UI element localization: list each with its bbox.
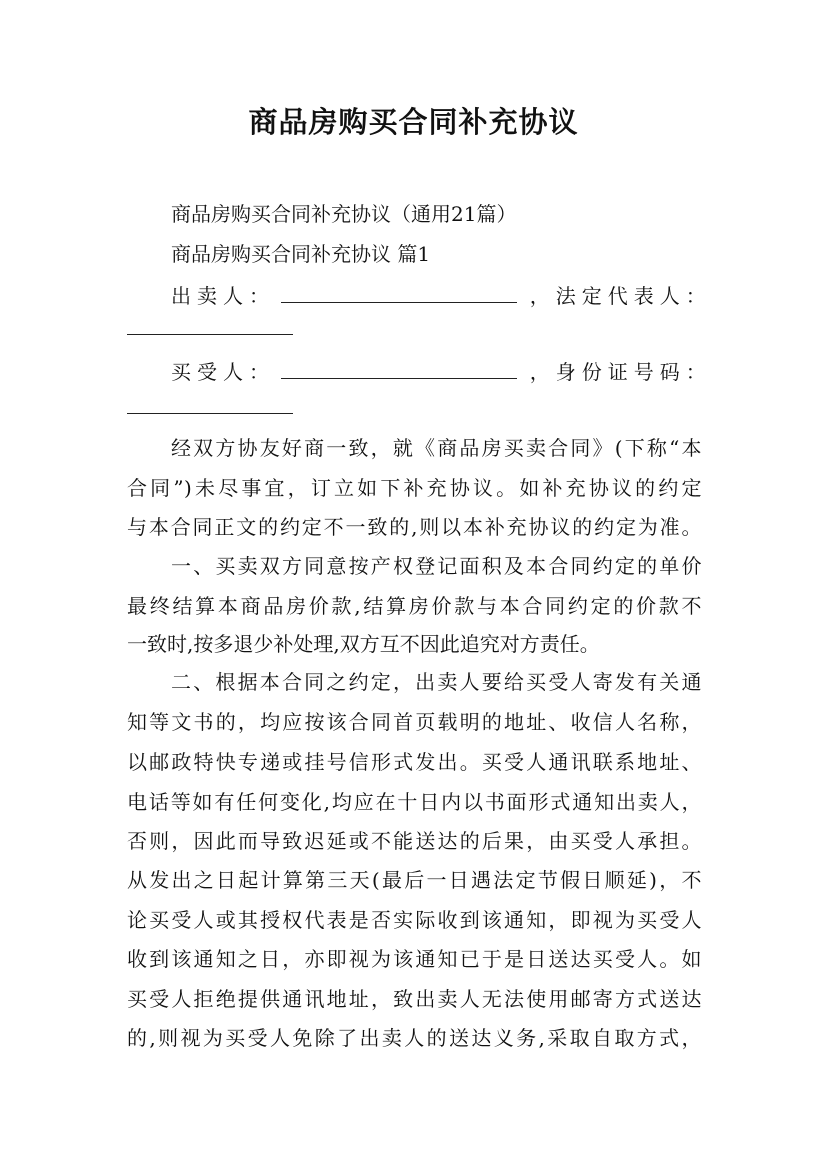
document-title: 商品房购买合同补充协议 — [248, 105, 579, 139]
body-line: 否则，因此而导致迟延或不能送达的后果，由买受人承担。 — [127, 829, 702, 853]
body-line: 收到该通知之日，亦即视为该通知已于是日送达买受人。如 — [127, 947, 702, 971]
id-number-blank — [127, 412, 293, 414]
buyer-row — [171, 356, 712, 385]
id-number-label: ，身份证号码： — [529, 360, 712, 384]
body-line: 经双方协友好商一致，就《商品房买卖合同》(下称“本 — [171, 436, 702, 460]
body-line: 一、买卖双方同意按产权登记面积及本合同约定的单价 — [171, 554, 702, 578]
body-line: 合同”)未尽事宜，订立如下补充协议。如补充协议的约定 — [127, 476, 702, 500]
seller-name-blank — [281, 282, 517, 303]
body-line: 最终结算本商品房价款,结算房价款与本合同约定的价款不 — [127, 594, 702, 618]
body-line: 二、根据本合同之约定，出卖人要给买受人寄发有关通 — [171, 670, 702, 694]
legal-rep-blank — [127, 333, 293, 335]
body-line: 论买受人或其授权代表是否实际收到该通知，即视为买受人 — [127, 908, 702, 932]
body-line: 从发出之日起计算第三天(最后一日遇法定节假日顺延)，不 — [127, 868, 702, 892]
legal-rep-label: ，法定代表人： — [529, 284, 712, 308]
body-line: 的,则视为买受人免除了出卖人的送达义务,采取自取方式， — [127, 1026, 702, 1050]
section-heading: 商品房购买合同补充协议 篇1 — [171, 242, 431, 266]
buyer-name-blank — [281, 358, 517, 379]
body-line: 一致时,按多退少补处理,双方互不因此追究对方责任。 — [127, 632, 600, 656]
seller-row — [171, 280, 712, 309]
body-line: 与本合同正文的约定不一致的,则以本补充协议的约定为准。 — [127, 515, 702, 539]
body-line: 买受人拒绝提供通讯地址，致出卖人无法使用邮寄方式送达 — [127, 987, 702, 1011]
body-line: 电话等如有任何变化,均应在十日内以书面形式通知出卖人， — [127, 790, 702, 814]
body-line: 以邮政特快专递或挂号信形式发出。买受人通讯联系地址、 — [127, 750, 702, 774]
body-line: 知等文书的，均应按该合同首页载明的地址、收信人名称， — [127, 710, 702, 734]
document-subtitle: 商品房购买合同补充协议（通用21篇） — [171, 202, 517, 226]
buyer-label: 买受人： — [171, 360, 275, 384]
seller-label: 出卖人： — [171, 284, 275, 308]
